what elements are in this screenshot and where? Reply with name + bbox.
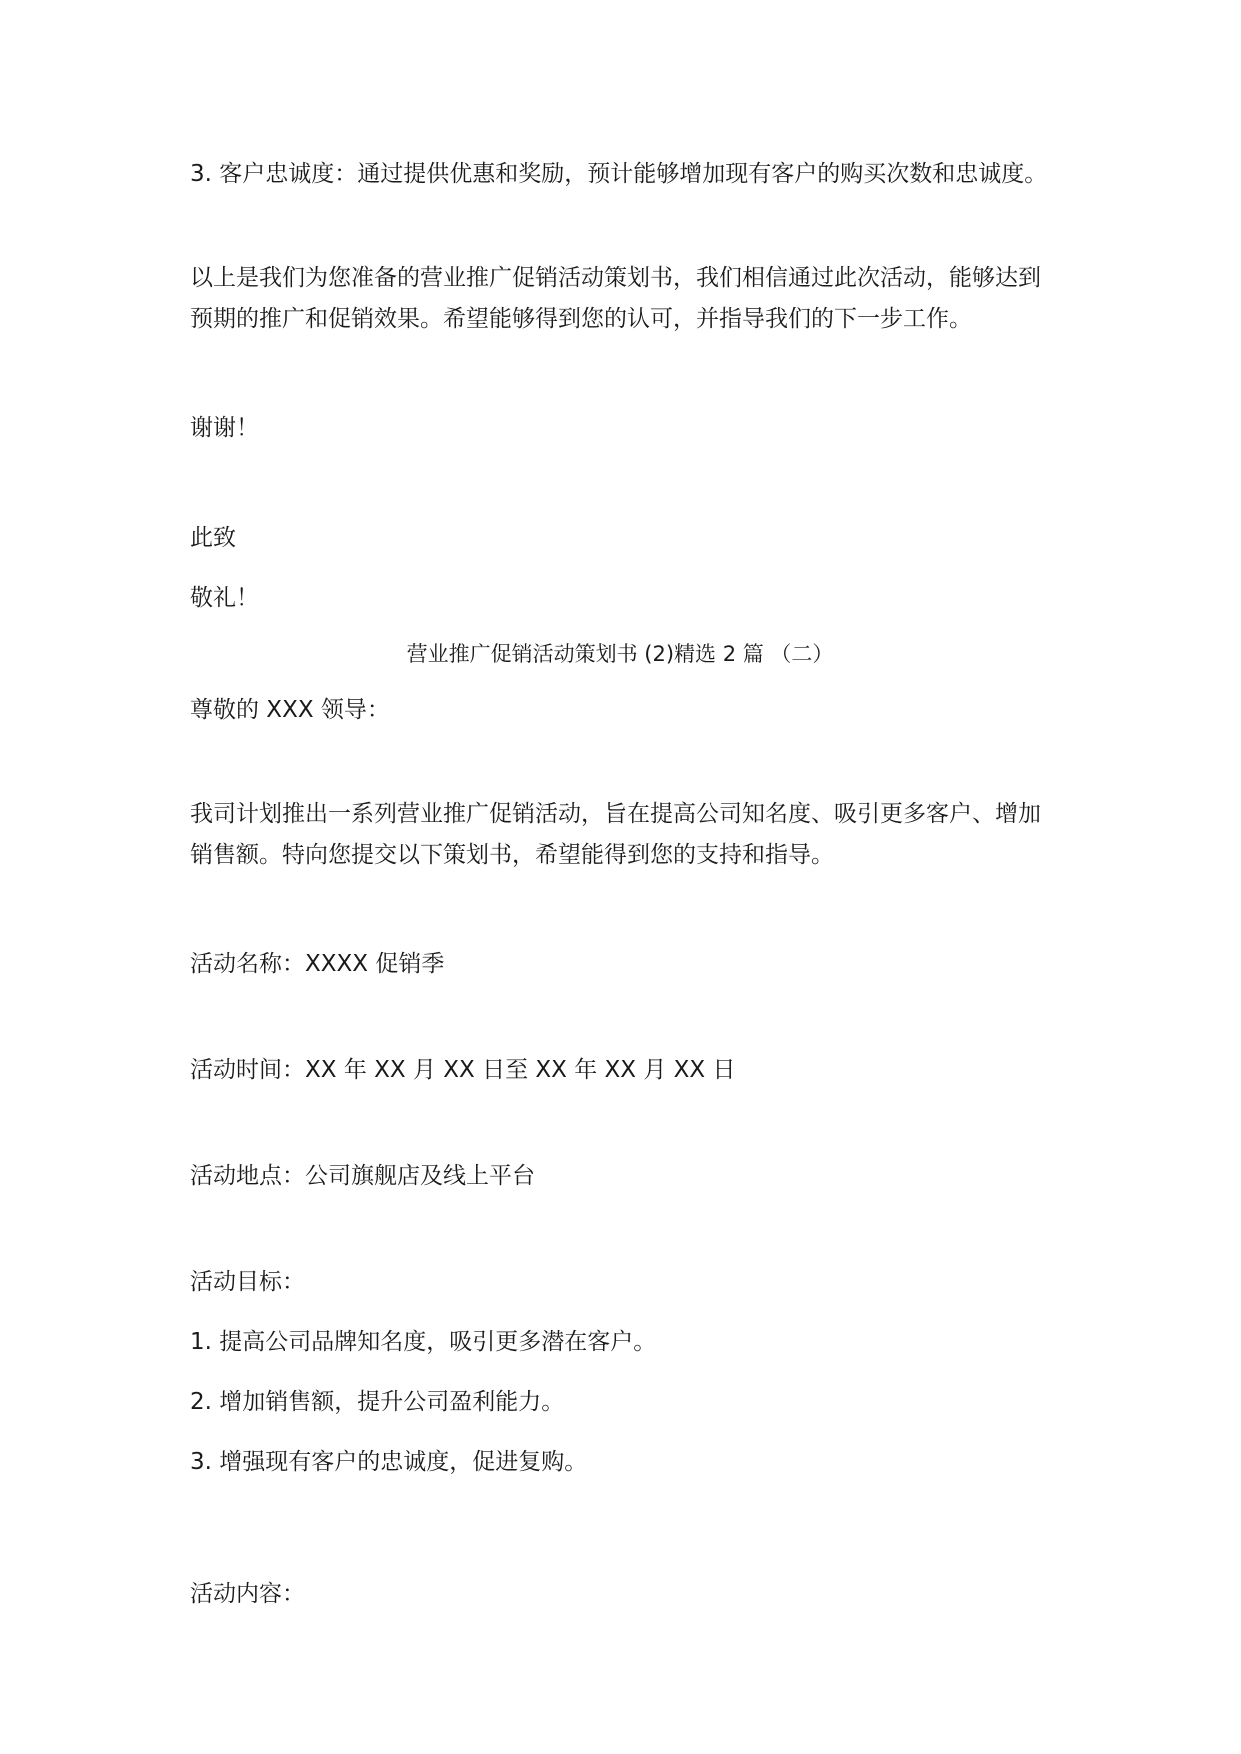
salutation-line: 尊敬的 XXX 领导： (190, 697, 390, 723)
jingli-line: 敬礼！ (190, 585, 259, 611)
activity-time-line: 活动时间：XX 年 XX 月 XX 日至 XX 年 XX 月 XX 日 (190, 1057, 736, 1083)
intro-paragraph: 我司计划推出一系列营业推广促销活动，旨在提高公司知名度、吸引更多客户、增加销售额。特向您提交以下策划书，希望能得到您的支持和指导。 (190, 801, 1041, 868)
goals-heading: 活动目标： (190, 1269, 305, 1295)
activity-name-line: 活动名称：XXXX 促销季 (190, 951, 445, 977)
activity-place-line: 活动地点：公司旗舰店及线上平台 (190, 1163, 535, 1189)
goal-item-2: 2. 增加销售额，提升公司盈利能力。 (190, 1389, 565, 1415)
closing-paragraph: 以上是我们为您准备的营业推广促销活动策划书，我们相信通过此次活动，能够达到预期的推广和促销效果。希望能够得到您的认可，并指导我们的下一步工作。 (190, 265, 1041, 332)
section-title: 营业推广促销活动策划书 (2)精选 2 篇 （二） (406, 642, 834, 666)
thanks-line: 谢谢！ (190, 415, 259, 441)
goal-item-1: 1. 提高公司品牌知名度，吸引更多潜在客户。 (190, 1329, 657, 1355)
loyalty-line: 3. 客户忠诚度：通过提供优惠和奖励，预计能够增加现有客户的购买次数和忠诚度。 (190, 161, 1048, 187)
content-heading: 活动内容： (190, 1581, 305, 1607)
cizhi-line: 此致 (190, 525, 236, 551)
goal-item-3: 3. 增强现有客户的忠诚度，促进复购。 (190, 1449, 588, 1475)
